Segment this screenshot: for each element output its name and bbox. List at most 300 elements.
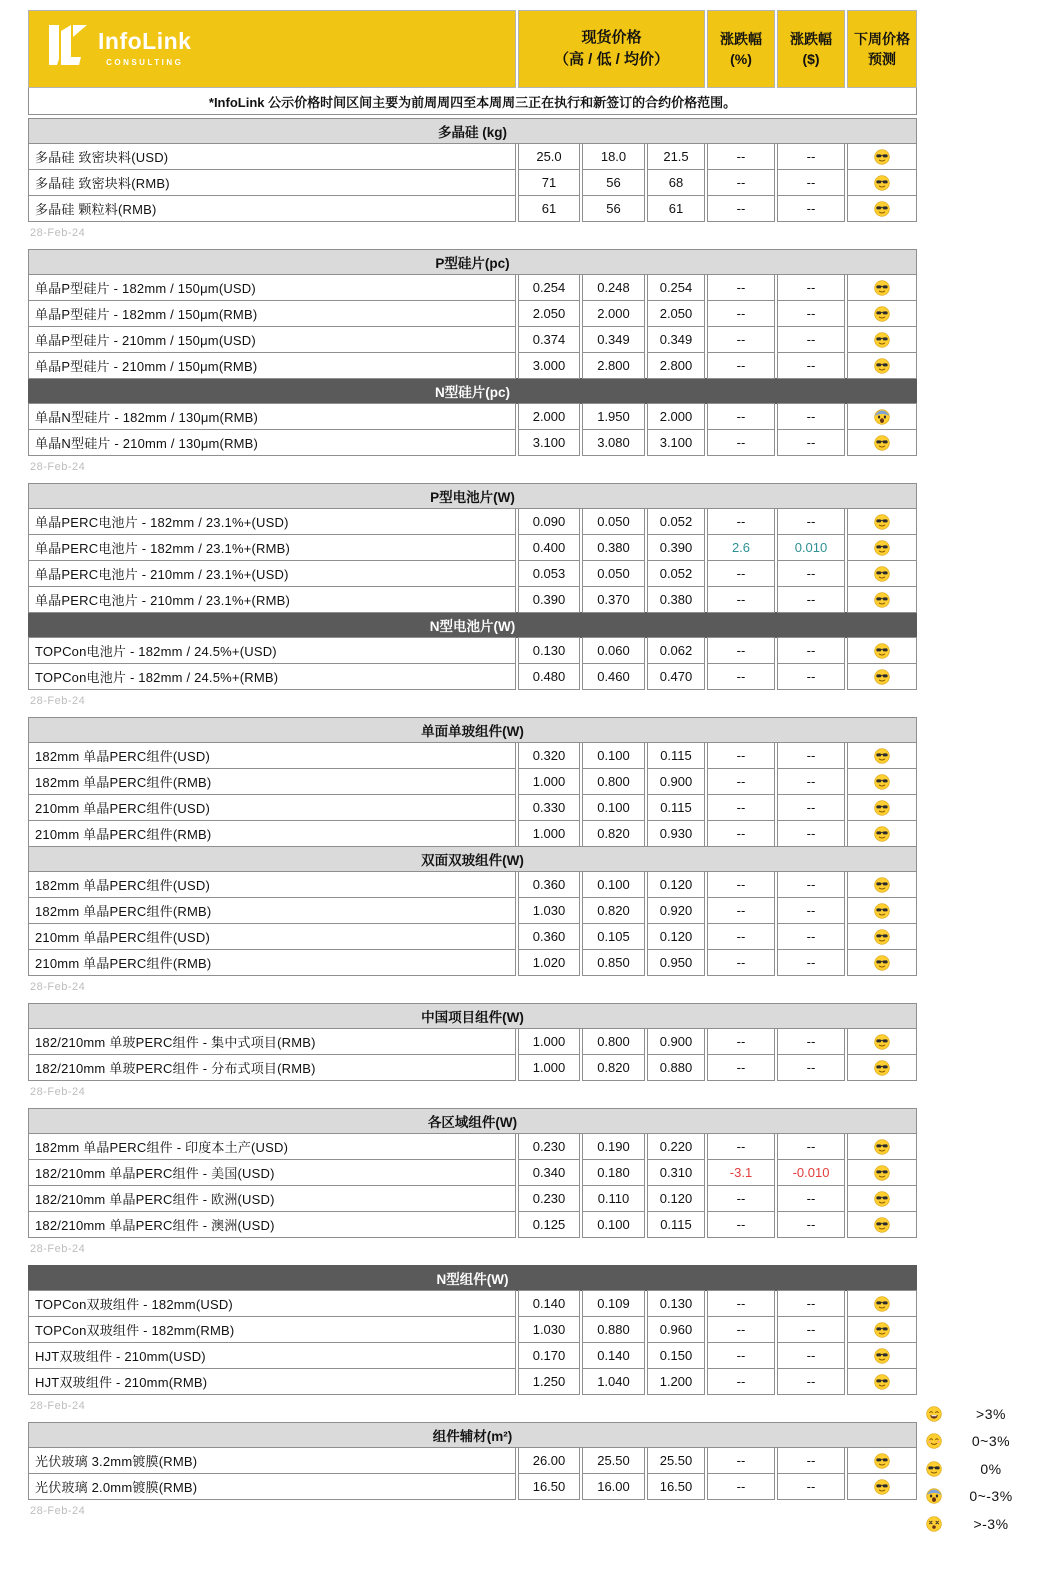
table-row — [28, 742, 917, 769]
legend-item — [921, 1510, 1035, 1538]
change-pct-cell: -- — [707, 586, 775, 613]
avg-price-cell: 0.950 — [647, 949, 705, 976]
section-header: N型组件(W) — [28, 1265, 917, 1291]
avg-price-cell: 21.5 — [647, 143, 705, 170]
change-pct-cell: 2.6 — [707, 534, 775, 561]
low-price-cell: 0.105 — [582, 923, 645, 950]
forecast-cool-emoji — [847, 871, 917, 898]
product-name-cell: 210mm 单晶PERC组件(RMB) — [28, 820, 516, 847]
infolink-logo-icon — [47, 23, 89, 74]
low-price-cell: 0.380 — [582, 534, 645, 561]
product-name-cell: HJT双玻组件 - 210mm(USD) — [28, 1342, 516, 1369]
forecast-cool-emoji — [847, 534, 917, 561]
low-price-cell: 0.800 — [582, 768, 645, 795]
price-section-block — [28, 1422, 917, 1500]
low-price-cell: 0.880 — [582, 1316, 645, 1343]
column-header-change-pct — [707, 10, 775, 88]
high-price-cell: 16.50 — [518, 1473, 580, 1500]
table-row — [28, 897, 917, 924]
table-row — [28, 871, 917, 898]
high-price-cell: 71 — [518, 169, 580, 196]
high-price-cell: 1.000 — [518, 768, 580, 795]
avg-price-cell: 0.310 — [647, 1159, 705, 1186]
product-name-cell: 单晶PERC电池片 - 182mm / 23.1%+(RMB) — [28, 534, 516, 561]
column-header-change-usd — [777, 10, 845, 88]
table-row — [28, 1447, 917, 1474]
high-price-cell: 0.320 — [518, 742, 580, 769]
change-pct-cell: -- — [707, 1028, 775, 1055]
avg-price-cell: 0.120 — [647, 871, 705, 898]
legend-label: 0~-3% — [969, 1488, 1013, 1505]
brand-subtitle: CONSULTING — [106, 57, 184, 67]
low-price-cell: 0.850 — [582, 949, 645, 976]
section-date: 28-Feb-24 — [30, 981, 86, 993]
legend-label: >-3% — [973, 1515, 1009, 1532]
product-name-cell: 多晶硅 致密块料(RMB) — [28, 169, 516, 196]
change-pct-cell: -- — [707, 1316, 775, 1343]
section-blocks — [28, 118, 917, 1524]
change-usd-cell: -- — [777, 768, 845, 795]
avg-price-cell: 0.900 — [647, 768, 705, 795]
product-name-cell: 单晶P型硅片 - 182mm / 150μm(RMB) — [28, 300, 516, 327]
change-pct-cell: -- — [707, 403, 775, 430]
change-usd-cell: -- — [777, 326, 845, 353]
section-header: N型硅片(pc) — [28, 378, 917, 404]
product-name-cell: TOPCon双玻组件 - 182mm(RMB) — [28, 1316, 516, 1343]
avg-price-cell: 0.115 — [647, 1211, 705, 1238]
avg-price-cell: 2.050 — [647, 300, 705, 327]
change-usd-cell: -- — [777, 274, 845, 301]
low-price-cell: 0.820 — [582, 897, 645, 924]
change-pct-cell: -- — [707, 742, 775, 769]
low-price-cell: 56 — [582, 195, 645, 222]
price-section-block — [28, 1003, 917, 1081]
forecast-cool-emoji — [847, 1054, 917, 1081]
product-name-cell: 单晶P型硅片 - 182mm / 150μm(USD) — [28, 274, 516, 301]
change-usd-cell: -- — [777, 300, 845, 327]
avg-price-cell: 0.390 — [647, 534, 705, 561]
forecast-cool-emoji — [847, 195, 917, 222]
avg-price-cell: 0.900 — [647, 1028, 705, 1055]
avg-price-cell: 0.115 — [647, 794, 705, 821]
section-header: 多晶硅 (kg) — [28, 118, 917, 144]
table-row — [28, 195, 917, 222]
change-usd-cell: -- — [777, 1028, 845, 1055]
section-date: 28-Feb-24 — [30, 1400, 86, 1412]
section-date: 28-Feb-24 — [30, 1086, 86, 1098]
change-pct-cell: -- — [707, 871, 775, 898]
high-price-cell: 2.000 — [518, 403, 580, 430]
product-name-cell: 210mm 单晶PERC组件(RMB) — [28, 949, 516, 976]
product-name-cell: HJT双玻组件 - 210mm(RMB) — [28, 1368, 516, 1395]
section-header: P型电池片(W) — [28, 483, 917, 509]
high-price-cell: 3.100 — [518, 429, 580, 456]
high-price-cell: 0.254 — [518, 274, 580, 301]
high-price-cell: 1.030 — [518, 897, 580, 924]
section-header: 双面双玻组件(W) — [28, 846, 917, 872]
table-row — [28, 1368, 917, 1395]
product-name-cell: 单晶N型硅片 - 210mm / 130μm(RMB) — [28, 429, 516, 456]
low-price-cell: 0.100 — [582, 1211, 645, 1238]
forecast-cool-emoji — [847, 352, 917, 379]
forecast-cool-emoji — [847, 1159, 917, 1186]
forecast-cool-emoji — [847, 897, 917, 924]
cool-emoji — [921, 1461, 947, 1477]
change-pct-cell: -- — [707, 1368, 775, 1395]
table-row — [28, 300, 917, 327]
change-usd-cell: -- — [777, 586, 845, 613]
legend-item — [921, 1400, 1035, 1428]
low-price-cell: 0.180 — [582, 1159, 645, 1186]
change-pct-cell: -- — [707, 1290, 775, 1317]
section-header: 中国项目组件(W) — [28, 1003, 917, 1029]
forecast-cool-emoji — [847, 794, 917, 821]
high-price-cell: 0.170 — [518, 1342, 580, 1369]
forecast-cool-emoji — [847, 663, 917, 690]
avg-price-cell: 0.130 — [647, 1290, 705, 1317]
avg-price-cell: 0.930 — [647, 820, 705, 847]
product-name-cell: 单晶P型硅片 - 210mm / 150μm(USD) — [28, 326, 516, 353]
forecast-cool-emoji — [847, 274, 917, 301]
high-price-cell: 1.000 — [518, 820, 580, 847]
low-price-cell: 18.0 — [582, 143, 645, 170]
change-usd-cell: -- — [777, 1133, 845, 1160]
table-row — [28, 794, 917, 821]
forecast-cool-emoji — [847, 1368, 917, 1395]
change-usd-cell: -- — [777, 794, 845, 821]
high-price-cell: 1.030 — [518, 1316, 580, 1343]
low-price-cell: 56 — [582, 169, 645, 196]
avg-price-cell: 61 — [647, 195, 705, 222]
low-price-cell: 3.080 — [582, 429, 645, 456]
table-row — [28, 508, 917, 535]
forecast-title-line2: 预测 — [868, 51, 896, 67]
column-header-spot-price — [518, 10, 705, 88]
change-pct-cell: -- — [707, 195, 775, 222]
change-pct-cell: -- — [707, 1447, 775, 1474]
change-usd-cell: -- — [777, 352, 845, 379]
change-pct-cell: -- — [707, 663, 775, 690]
forecast-cool-emoji — [847, 1211, 917, 1238]
change-usd-title: 涨跌幅 — [790, 30, 832, 47]
table-row — [28, 326, 917, 353]
table-row — [28, 534, 917, 561]
forecast-cool-emoji — [847, 1447, 917, 1474]
brand-name: InfoLink — [98, 27, 192, 54]
table-row — [28, 923, 917, 950]
table-row — [28, 169, 917, 196]
product-name-cell: 光伏玻璃 3.2mm镀膜(RMB) — [28, 1447, 516, 1474]
change-usd-cell: -0.010 — [777, 1159, 845, 1186]
change-pct-cell: -3.1 — [707, 1159, 775, 1186]
change-usd-cell: -- — [777, 429, 845, 456]
high-price-cell: 0.125 — [518, 1211, 580, 1238]
table-row — [28, 820, 917, 847]
change-pct-cell: -- — [707, 1185, 775, 1212]
low-price-cell: 0.800 — [582, 1028, 645, 1055]
low-price-cell: 0.820 — [582, 820, 645, 847]
forecast-cool-emoji — [847, 326, 917, 353]
product-name-cell: 210mm 单晶PERC组件(USD) — [28, 794, 516, 821]
low-price-cell: 1.040 — [582, 1368, 645, 1395]
change-usd-cell: -- — [777, 143, 845, 170]
forecast-cool-emoji — [847, 1290, 917, 1317]
avg-price-cell: 25.50 — [647, 1447, 705, 1474]
product-name-cell: 182mm 单晶PERC组件(USD) — [28, 871, 516, 898]
high-price-cell: 3.000 — [518, 352, 580, 379]
avg-price-cell: 3.100 — [647, 429, 705, 456]
change-usd-cell: -- — [777, 560, 845, 587]
low-price-cell: 0.100 — [582, 794, 645, 821]
high-price-cell: 0.090 — [518, 508, 580, 535]
table-row — [28, 949, 917, 976]
avg-price-cell: 0.115 — [647, 742, 705, 769]
change-pct-cell: -- — [707, 508, 775, 535]
avg-price-cell: 1.200 — [647, 1368, 705, 1395]
table-row — [28, 1159, 917, 1186]
product-name-cell: 多晶硅 颗粒料(RMB) — [28, 195, 516, 222]
avg-price-cell: 0.254 — [647, 274, 705, 301]
low-price-cell: 16.00 — [582, 1473, 645, 1500]
change-pct-title: 涨跌幅 — [720, 30, 762, 47]
change-pct-cell: -- — [707, 300, 775, 327]
section-header: 各区域组件(W) — [28, 1108, 917, 1134]
high-price-cell: 25.0 — [518, 143, 580, 170]
scream-emoji — [921, 1488, 947, 1504]
high-price-cell: 1.020 — [518, 949, 580, 976]
forecast-cool-emoji — [847, 508, 917, 535]
avg-price-cell: 0.349 — [647, 326, 705, 353]
avg-price-cell: 0.880 — [647, 1054, 705, 1081]
product-name-cell: 182mm 单晶PERC组件 - 印度本土产(USD) — [28, 1133, 516, 1160]
forecast-cool-emoji — [847, 1133, 917, 1160]
forecast-cool-emoji — [847, 300, 917, 327]
change-pct-cell: -- — [707, 1211, 775, 1238]
avg-price-cell: 2.800 — [647, 352, 705, 379]
change-usd-cell: -- — [777, 820, 845, 847]
legend-label: >3% — [976, 1405, 1006, 1422]
avg-price-cell: 0.052 — [647, 560, 705, 587]
change-pct-cell: -- — [707, 794, 775, 821]
low-price-cell: 2.000 — [582, 300, 645, 327]
change-pct-cell: -- — [707, 820, 775, 847]
forecast-cool-emoji — [847, 768, 917, 795]
low-price-cell: 0.140 — [582, 1342, 645, 1369]
price-section-block — [28, 483, 917, 690]
product-name-cell: 单晶N型硅片 - 182mm / 130μm(RMB) — [28, 403, 516, 430]
avg-price-cell: 68 — [647, 169, 705, 196]
high-price-cell: 0.330 — [518, 794, 580, 821]
table-row — [28, 1342, 917, 1369]
low-price-cell: 0.050 — [582, 508, 645, 535]
section-header: N型电池片(W) — [28, 612, 917, 638]
change-usd-cell: -- — [777, 1447, 845, 1474]
high-price-cell: 0.390 — [518, 586, 580, 613]
avg-price-cell: 0.920 — [647, 897, 705, 924]
low-price-cell: 0.100 — [582, 742, 645, 769]
product-name-cell: 182/210mm 单玻PERC组件 - 分布式项目(RMB) — [28, 1054, 516, 1081]
table-row — [28, 663, 917, 690]
avg-price-cell: 0.150 — [647, 1342, 705, 1369]
change-usd-cell: -- — [777, 1368, 845, 1395]
table-row — [28, 1473, 917, 1500]
table-row — [28, 1054, 917, 1081]
product-name-cell: TOPCon双玻组件 - 182mm(USD) — [28, 1290, 516, 1317]
high-price-cell: 0.360 — [518, 871, 580, 898]
change-usd-cell: -- — [777, 403, 845, 430]
change-usd-cell: -- — [777, 663, 845, 690]
product-name-cell: 多晶硅 致密块料(USD) — [28, 143, 516, 170]
change-pct-cell: -- — [707, 143, 775, 170]
table-row — [28, 768, 917, 795]
forecast-cool-emoji — [847, 742, 917, 769]
section-header: 单面单玻组件(W) — [28, 717, 917, 743]
low-price-cell: 0.460 — [582, 663, 645, 690]
section-date: 28-Feb-24 — [30, 227, 86, 239]
change-pct-cell: -- — [707, 274, 775, 301]
column-header-forecast — [847, 10, 917, 88]
change-pct-cell: -- — [707, 897, 775, 924]
change-usd-cell: -- — [777, 949, 845, 976]
grin-emoji — [921, 1406, 947, 1422]
change-usd-cell: -- — [777, 1473, 845, 1500]
forecast-cool-emoji — [847, 586, 917, 613]
forecast-cool-emoji — [847, 143, 917, 170]
table-header-row — [28, 10, 917, 88]
change-pct-cell: -- — [707, 1054, 775, 1081]
change-usd-cell: -- — [777, 637, 845, 664]
spot-price-title: 现货价格 — [581, 29, 642, 47]
table-row — [28, 1316, 917, 1343]
product-name-cell: TOPCon电池片 - 182mm / 24.5%+(USD) — [28, 637, 516, 664]
high-price-cell: 0.230 — [518, 1185, 580, 1212]
avg-price-cell: 0.052 — [647, 508, 705, 535]
spot-price-subtitle: （高 / 低 / 均价） — [553, 51, 669, 68]
low-price-cell: 0.050 — [582, 560, 645, 587]
change-pct-cell: -- — [707, 1133, 775, 1160]
change-usd-unit: ($) — [802, 51, 820, 67]
price-section-block — [28, 118, 917, 222]
legend-item — [921, 1483, 1035, 1511]
change-pct-cell: -- — [707, 949, 775, 976]
product-name-cell: 182/210mm 单晶PERC组件 - 欧洲(USD) — [28, 1185, 516, 1212]
high-price-cell: 26.00 — [518, 1447, 580, 1474]
forecast-cool-emoji — [847, 1028, 917, 1055]
table-row — [28, 560, 917, 587]
product-name-cell: 182/210mm 单晶PERC组件 - 澳洲(USD) — [28, 1211, 516, 1238]
change-usd-cell: -- — [777, 742, 845, 769]
dizzy-emoji — [921, 1516, 947, 1532]
price-period-note: *InfoLink 公示价格时间区间主要为前周周四至本周周三正在执行和新签订的合约价格范围。 — [28, 88, 917, 115]
change-pct-cell: -- — [707, 1473, 775, 1500]
price-section-block — [28, 1108, 917, 1238]
forecast-cool-emoji — [847, 1342, 917, 1369]
high-price-cell: 0.374 — [518, 326, 580, 353]
low-price-cell: 0.370 — [582, 586, 645, 613]
forecast-cool-emoji — [847, 1185, 917, 1212]
product-name-cell: 单晶PERC电池片 - 210mm / 23.1%+(USD) — [28, 560, 516, 587]
product-name-cell: 单晶PERC电池片 - 210mm / 23.1%+(RMB) — [28, 586, 516, 613]
table-row — [28, 429, 917, 456]
avg-price-cell: 2.000 — [647, 403, 705, 430]
change-pct-cell: -- — [707, 169, 775, 196]
section-date: 28-Feb-24 — [30, 695, 86, 707]
legend-label: 0% — [980, 1460, 1002, 1477]
price-section-block — [28, 249, 917, 456]
avg-price-cell: 16.50 — [647, 1473, 705, 1500]
change-pct-cell: -- — [707, 637, 775, 664]
avg-price-cell: 0.120 — [647, 923, 705, 950]
forecast-cool-emoji — [847, 1316, 917, 1343]
product-name-cell: 182/210mm 单玻PERC组件 - 集中式项目(RMB) — [28, 1028, 516, 1055]
low-price-cell: 0.109 — [582, 1290, 645, 1317]
forecast-title-line1: 下周价格 — [854, 30, 910, 47]
brand-header-cell — [28, 10, 516, 88]
change-pct-cell: -- — [707, 352, 775, 379]
smile-emoji — [921, 1433, 947, 1449]
forecast-cool-emoji — [847, 923, 917, 950]
low-price-cell: 0.248 — [582, 274, 645, 301]
low-price-cell: 0.110 — [582, 1185, 645, 1212]
avg-price-cell: 0.960 — [647, 1316, 705, 1343]
forecast-legend — [921, 1400, 1035, 1538]
low-price-cell: 0.060 — [582, 637, 645, 664]
high-price-cell: 1.000 — [518, 1028, 580, 1055]
product-name-cell: 单晶P型硅片 - 210mm / 150μm(RMB) — [28, 352, 516, 379]
high-price-cell: 0.053 — [518, 560, 580, 587]
avg-price-cell: 0.470 — [647, 663, 705, 690]
table-row — [28, 1211, 917, 1238]
section-date: 28-Feb-24 — [30, 1505, 86, 1517]
table-row — [28, 1028, 917, 1055]
high-price-cell: 0.400 — [518, 534, 580, 561]
low-price-cell: 0.190 — [582, 1133, 645, 1160]
table-row — [28, 143, 917, 170]
change-usd-cell: -- — [777, 169, 845, 196]
forecast-cool-emoji — [847, 820, 917, 847]
change-usd-cell: -- — [777, 195, 845, 222]
product-name-cell: 182/210mm 单晶PERC组件 - 美国(USD) — [28, 1159, 516, 1186]
price-section-block — [28, 1265, 917, 1395]
section-header: 组件辅材(m²) — [28, 1422, 917, 1448]
change-pct-cell: -- — [707, 768, 775, 795]
low-price-cell: 25.50 — [582, 1447, 645, 1474]
forecast-scream-emoji — [847, 403, 917, 430]
product-name-cell: TOPCon电池片 - 182mm / 24.5%+(RMB) — [28, 663, 516, 690]
change-usd-cell: -- — [777, 1342, 845, 1369]
product-name-cell: 光伏玻璃 2.0mm镀膜(RMB) — [28, 1473, 516, 1500]
high-price-cell: 0.230 — [518, 1133, 580, 1160]
price-table — [28, 10, 917, 1524]
change-pct-cell: -- — [707, 923, 775, 950]
legend-label: 0~3% — [971, 1433, 1011, 1450]
low-price-cell: 0.349 — [582, 326, 645, 353]
change-usd-cell: -- — [777, 1211, 845, 1238]
product-name-cell: 210mm 单晶PERC组件(USD) — [28, 923, 516, 950]
avg-price-cell: 0.220 — [647, 1133, 705, 1160]
avg-price-cell: 0.380 — [647, 586, 705, 613]
price-section-block — [28, 717, 917, 976]
high-price-cell: 0.340 — [518, 1159, 580, 1186]
legend-item — [921, 1455, 1035, 1483]
change-usd-cell: -- — [777, 871, 845, 898]
high-price-cell: 1.250 — [518, 1368, 580, 1395]
change-usd-cell: -- — [777, 1316, 845, 1343]
forecast-cool-emoji — [847, 429, 917, 456]
forecast-cool-emoji — [847, 560, 917, 587]
low-price-cell: 0.820 — [582, 1054, 645, 1081]
table-row — [28, 403, 917, 430]
